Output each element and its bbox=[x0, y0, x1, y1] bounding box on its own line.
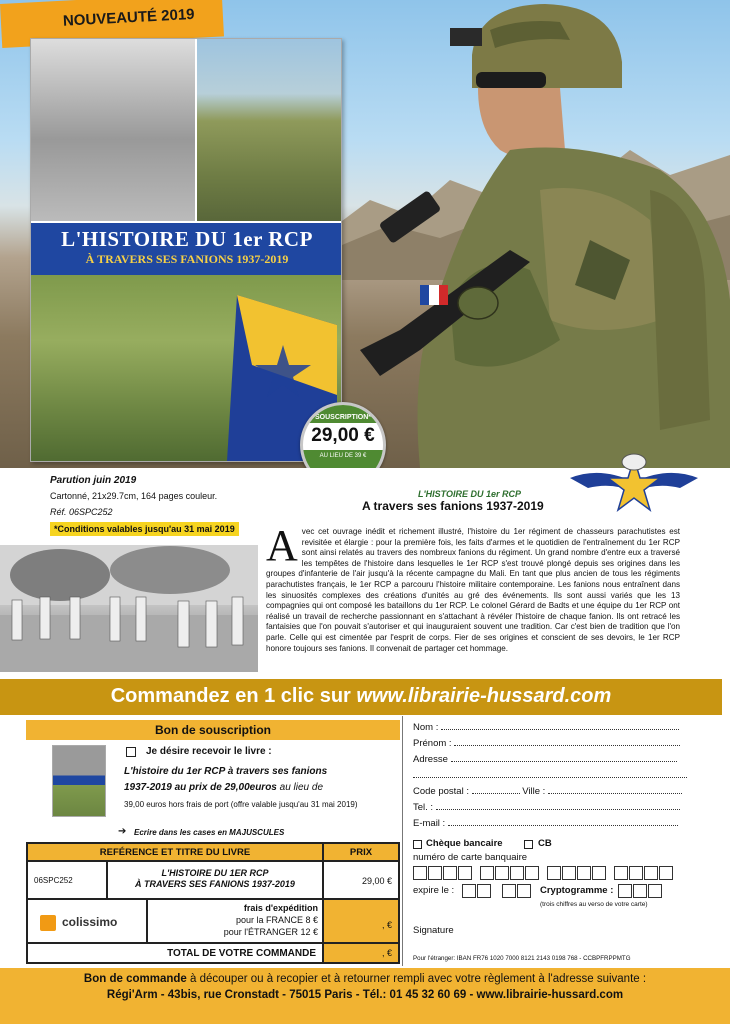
want-book-title: L'histoire du 1er RCP à travers ses fanions bbox=[124, 766, 328, 777]
column-header-reference: REFÉRENCE ET TITRE DU LIVRE bbox=[27, 843, 323, 861]
cell-book-title bbox=[107, 861, 323, 899]
badge-label: SOUSCRIPTION* bbox=[303, 405, 383, 423]
book-format: Cartonné, 21x29.7cm, 164 pages couleur. bbox=[50, 491, 218, 501]
cryptogram-digit-box[interactable] bbox=[648, 884, 662, 898]
colissimo-logo-icon bbox=[40, 915, 56, 931]
cell-book-price: 29,00 € bbox=[323, 861, 399, 899]
cb-checkbox[interactable] bbox=[524, 840, 533, 849]
card-digit-box[interactable] bbox=[428, 866, 442, 880]
expiry-label: expire le : bbox=[413, 885, 455, 896]
card-digit-box[interactable] bbox=[614, 866, 628, 880]
card-digit-box[interactable] bbox=[458, 866, 472, 880]
code-postal-label: Code postal : bbox=[413, 786, 469, 797]
cell-book-code: 06SPC252 bbox=[27, 861, 107, 899]
signature-area[interactable] bbox=[413, 937, 693, 953]
want-book-checkbox[interactable] bbox=[126, 747, 136, 757]
shipping-abroad: pour l'ÉTRANGER 12 € bbox=[223, 927, 318, 937]
cover-subtitle: À TRAVERS SES FANIONS 1937-2019 bbox=[85, 252, 289, 266]
soldier-illustration bbox=[360, 0, 730, 468]
cover-title: L'HISTOIRE DU 1er RCP bbox=[61, 227, 313, 251]
article-dropcap: A bbox=[266, 527, 298, 570]
cryptogram-note: (trois chiffres au verso de votre carte) bbox=[540, 901, 648, 908]
shipping-title: frais d'expédition bbox=[243, 903, 318, 913]
card-digit-box[interactable] bbox=[629, 866, 643, 880]
ville-label: Ville : bbox=[522, 786, 546, 797]
card-digit-box[interactable] bbox=[644, 866, 658, 880]
nom-label: Nom : bbox=[413, 722, 439, 733]
expiry-digit-box[interactable] bbox=[517, 884, 531, 898]
order-table bbox=[26, 842, 400, 964]
hero-photo bbox=[0, 0, 730, 468]
shipping-amount-field[interactable]: , € bbox=[323, 899, 399, 943]
email-field[interactable] bbox=[413, 818, 678, 829]
column-header-price: PRIX bbox=[323, 843, 399, 861]
bon-souscription-header: Bon de souscription bbox=[26, 720, 400, 740]
want-book-note: 39,00 euros hors frais de port (offre valable jusqu'au 31 mai 2019) bbox=[124, 800, 358, 809]
cryptogram-label: Cryptogramme : bbox=[540, 885, 614, 896]
prenom-label: Prénom : bbox=[413, 738, 452, 749]
badge-original-price: AU LIEU DE 39 € bbox=[303, 450, 383, 468]
cell-book-title-line2: À TRAVERS SES FANIONS 1937-2019 bbox=[135, 879, 295, 889]
iban-note: Pour l'étranger: IBAN FR76 1020 7000 8121 2143 0198 768 - CCBPFRPPMTG bbox=[413, 955, 631, 962]
colissimo-label: colissimo bbox=[62, 915, 118, 929]
arrow-right-icon: ➔ bbox=[118, 826, 127, 837]
card-digit-box[interactable] bbox=[547, 866, 561, 880]
cryptogram-digit-box[interactable] bbox=[633, 884, 647, 898]
card-number-label: numéro de carte banquaire bbox=[413, 852, 528, 863]
want-price-suffix: au lieu de bbox=[276, 782, 324, 793]
total-amount-field[interactable]: , € bbox=[323, 943, 399, 963]
cheque-label: Chèque bancaire bbox=[426, 838, 503, 849]
uppercase-instruction: Ecrire dans les cases en MAJUSCULES bbox=[134, 828, 285, 837]
parution-date: Parution juin 2019 bbox=[50, 475, 137, 486]
card-digit-box[interactable] bbox=[510, 866, 524, 880]
want-price-bold: 1937-2019 au prix de 29,00 bbox=[124, 782, 250, 793]
prenom-field[interactable] bbox=[413, 738, 680, 749]
parade-photo bbox=[0, 545, 258, 672]
shipping-france: pour la FRANCE 8 € bbox=[235, 915, 318, 925]
book-cover bbox=[30, 38, 342, 462]
footer-instructions bbox=[0, 973, 730, 985]
article-body bbox=[266, 527, 680, 679]
expiry-digit-box[interactable] bbox=[477, 884, 491, 898]
cover-title-banner bbox=[31, 223, 342, 275]
order-online-banner bbox=[0, 679, 722, 715]
card-digit-box[interactable] bbox=[562, 866, 576, 880]
card-digit-box[interactable] bbox=[659, 866, 673, 880]
footer-instructions-bold: Bon de commande bbox=[83, 973, 187, 985]
adresse-line2-field[interactable] bbox=[413, 770, 687, 781]
code-postal-field[interactable] bbox=[413, 786, 682, 797]
tel-label: Tel. : bbox=[413, 802, 434, 813]
card-digit-box[interactable] bbox=[480, 866, 494, 880]
footer-instructions-rest: à découper ou à recopier et à retourner rempli avec votre règlement à l'adresse suivante : bbox=[186, 973, 647, 985]
adresse-field[interactable] bbox=[413, 754, 677, 765]
card-digit-box[interactable] bbox=[443, 866, 457, 880]
order-banner-url-link[interactable]: www.librairie-hussard.com bbox=[356, 685, 612, 707]
footer-address-bar bbox=[0, 968, 730, 1024]
form-divider bbox=[402, 716, 403, 966]
total-label: TOTAL DE VOTRE COMMANDE bbox=[27, 943, 323, 963]
parade-illustration bbox=[0, 545, 258, 672]
want-book-price bbox=[124, 782, 323, 793]
nom-field[interactable] bbox=[413, 722, 679, 733]
want-price-unit: euros bbox=[249, 782, 277, 793]
cover-archive-photo bbox=[31, 39, 195, 221]
card-digit-box[interactable] bbox=[495, 866, 509, 880]
cryptogram-digit-box[interactable] bbox=[618, 884, 632, 898]
expiry-digit-box[interactable] bbox=[462, 884, 476, 898]
badge-price: 29,00 € bbox=[311, 425, 375, 446]
expiry-digit-box[interactable] bbox=[502, 884, 516, 898]
cell-book-title-line1: L'HISTOIRE DU 1ER RCP bbox=[161, 868, 269, 878]
card-digit-box[interactable] bbox=[592, 866, 606, 880]
article-kicker: L'HISTOIRE DU 1er RCP bbox=[418, 489, 521, 499]
adresse-label: Adresse bbox=[413, 754, 448, 765]
card-digit-box[interactable] bbox=[525, 866, 539, 880]
cell-colissimo bbox=[27, 899, 147, 943]
cover-airfield-photo bbox=[197, 39, 342, 221]
cb-label: CB bbox=[538, 838, 552, 849]
tel-field[interactable] bbox=[413, 802, 680, 813]
article-text: vec cet ouvrage inédit et richement illustré, l'histoire du 1er régiment de chasseurs parachutistes est revisitée et élargie : pour la première fois, les faits d'armes et le quotidien de l'entraînement du 1er RCP sont ainsi relatés au travers des nombreux fanions du régiment. Un grand nombre d'entre eux a traversé les tempêtes de l'histoire dans lesquelles le 1er RCP s'est trouvé plongé depuis ses origines dans les groupes d'infanterie de l'air jusqu'à la récente campagne du Mali. En tant que plus ancien de tous les régiments parachutistes français, le 1er RCP a parcouru l'histoire militaire contemporaine. Les fanions nous entraînent dans les sinuosités complexes des créations d'unités au gré des événements. Ils sont aussi variés que les 13 compagnies qui ont composé les bataillons du 1er RCP. Le colonel Gérard de Badts et une équipe du 1er RCP ont réalisé un travail de recherche passionnant en s'attachant à révéler l'histoire de chaque fanion. Ils ont retracé les fantaisies que l'on pouvait s'autoriser et qui inauguraient souvent une tradition. Car c'est bien de tradition que l'on parle. Celle qui est cimentée par l'esprit de corps. Fier de ses origines et conscient de ses devoirs, le 1er RCP honore toujours ses fanions. Il convenait de partager cet hommage. bbox=[266, 527, 680, 653]
article-title: A travers ses fanions 1937-2019 bbox=[362, 499, 544, 513]
cheque-checkbox[interactable] bbox=[413, 840, 422, 849]
cell-shipping-fees bbox=[147, 899, 323, 943]
footer-contact: Régi'Arm - 43bis, rue Cronstadt - 75015 Paris - Tél.: 01 45 32 60 69 - www.librairie-hussard.com bbox=[106, 989, 624, 1001]
book-reference: Réf. 06SPC252 bbox=[50, 507, 113, 517]
parachutist-wings-emblem-icon bbox=[570, 448, 698, 520]
nouveaute-ribbon: NOUVEAUTÉ 2019 bbox=[0, 0, 224, 48]
signature-label: Signature bbox=[413, 925, 454, 936]
book-thumbnail bbox=[52, 745, 106, 817]
email-label: E-mail : bbox=[413, 818, 446, 829]
want-book-label: Je désire recevoir le livre : bbox=[146, 746, 272, 757]
card-digit-box[interactable] bbox=[577, 866, 591, 880]
conditions-note: *Conditions valables jusqu'au 31 mai 2019 bbox=[50, 522, 239, 536]
order-banner-prefix: Commandez en 1 clic sur bbox=[110, 685, 357, 707]
card-digit-box[interactable] bbox=[413, 866, 427, 880]
